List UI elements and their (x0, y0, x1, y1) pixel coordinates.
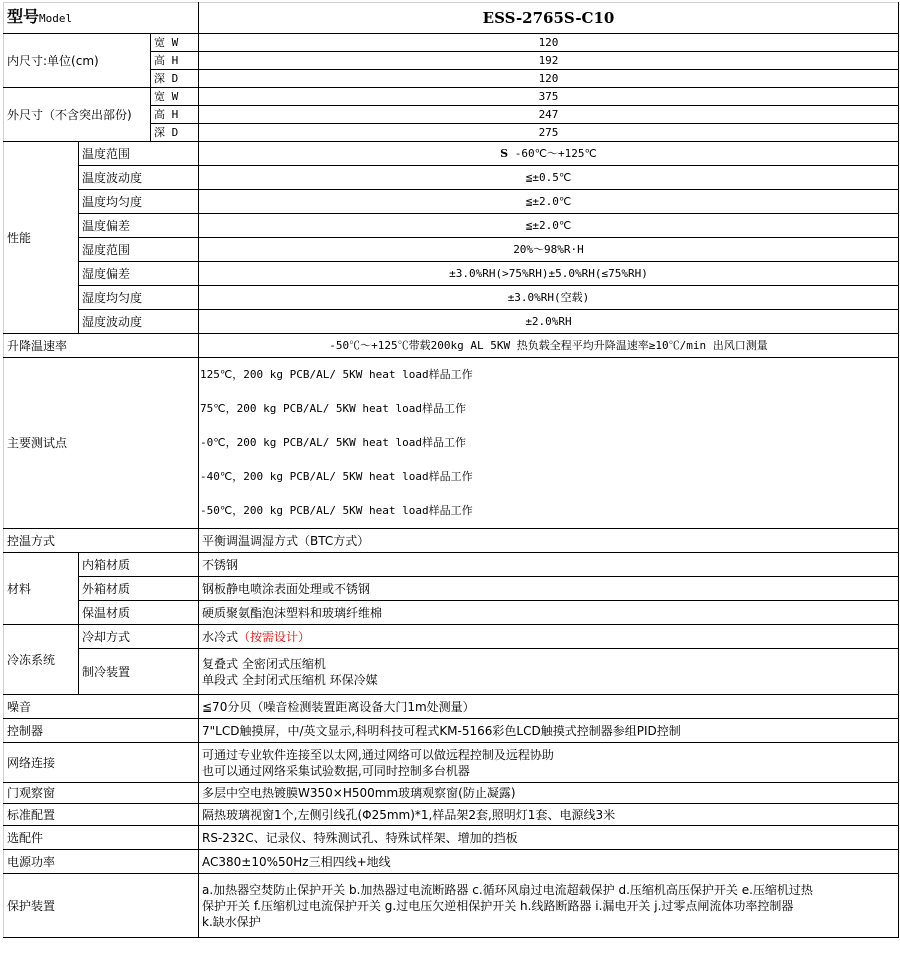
test-point-item: -0℃，200 kg PCB/AL/ 5KW heat load样品工作 (200, 436, 467, 449)
performance-row (4, 190, 899, 214)
protection-line: 保护开关 f.压缩机过电流保护开关 g.过电压欠逆相保护开关 h.线路断路器 i.漏电开关 j.过零点闸流体功率控制器 (202, 898, 794, 913)
controller-row (4, 719, 899, 743)
performance-row (4, 286, 899, 310)
perf-name: 温度均匀度 (79, 190, 199, 214)
perf-value (199, 142, 899, 166)
performance-row (4, 214, 899, 238)
noise-value: ≦70分贝（噪音检测装置距离设备大门1m处测量） (199, 695, 899, 719)
refrigeration-label: 冷冻系统 (4, 625, 79, 695)
temp-range-value: -60℃～+125℃ (508, 146, 597, 160)
inner-height-value: 192 (199, 52, 899, 70)
protection-label: 保护装置 (4, 874, 199, 938)
perf-name: 温度偏差 (79, 214, 199, 238)
outer-height-dim: 高 H (151, 106, 199, 124)
noise-row (4, 695, 899, 719)
outer-height-value: 247 (199, 106, 899, 124)
perf-value: ±3.0%RH(空载) (199, 286, 899, 310)
protection-row (4, 874, 899, 938)
performance-row (4, 310, 899, 334)
material-value: 钢板静电喷涂表面处理或不锈钢 (199, 577, 899, 601)
model-label-cell (4, 3, 199, 34)
power-label: 电源功率 (4, 850, 199, 874)
device-line: 复叠式 全密闭式压缩机 (202, 656, 326, 671)
control-method-label: 控温方式 (4, 529, 199, 553)
perf-name: 温度波动度 (79, 166, 199, 190)
header-row (4, 3, 899, 34)
perf-value: ≦±2.0℃ (199, 190, 899, 214)
power-value: AC380±10%50Hz三相四线+地线 (199, 850, 899, 874)
perf-value: ±3.0%RH(>75%RH)±5.0%RH(≤75%RH) (199, 262, 899, 286)
test-point-item: 75℃，200 kg PCB/AL/ 5KW heat load样品工作 (200, 402, 467, 415)
test-points-row (4, 358, 899, 529)
standard-config-value: 隔热玻璃视窗1个,左侧引线孔(Φ25mm)*1,样品架2套,照明灯1套、电源线3米 (199, 804, 899, 826)
spec-table (3, 2, 899, 938)
inner-depth-value: 120 (199, 70, 899, 88)
control-method-value: 平衡调温调湿方式（BTC方式） (199, 529, 899, 553)
material-name: 外箱材质 (79, 577, 199, 601)
performance-row (4, 262, 899, 286)
outer-depth-dim: 深 D (151, 124, 199, 142)
standard-config-row (4, 804, 899, 826)
material-row (4, 553, 899, 577)
series-prefix: S (500, 146, 509, 160)
control-method-row (4, 529, 899, 553)
protection-line: a.加热器空焚防止保护开关 b.加热器过电流断路器 c.循环风扇过电流超载保护 d.压缩机高压保护开关 e.压缩机过热 (202, 882, 813, 897)
model-label-en: Model (39, 12, 73, 25)
test-point-item: -40℃，200 kg PCB/AL/ 5KW heat load样品工作 (200, 470, 473, 483)
test-point-item: 125℃，200 kg PCB/AL/ 5KW heat load样品工作 (200, 368, 473, 381)
test-points-list (199, 358, 899, 529)
performance-row (4, 166, 899, 190)
perf-name: 湿度范围 (79, 238, 199, 262)
perf-value: ≦±0.5℃ (199, 166, 899, 190)
outer-size-label: 外尺寸（不含突出部份) (4, 88, 151, 142)
inner-height-dim: 高 H (151, 52, 199, 70)
outer-width-dim: 宽 W (151, 88, 199, 106)
performance-row (4, 238, 899, 262)
noise-label: 噪音 (4, 695, 199, 719)
protection-line: k.缺水保护 (202, 914, 261, 929)
perf-name: 湿度均匀度 (79, 286, 199, 310)
power-row (4, 850, 899, 874)
protection-value (199, 874, 899, 938)
performance-label: 性能 (4, 142, 79, 334)
test-point-item: -50℃，200 kg PCB/AL/ 5KW heat load样品工作 (200, 504, 473, 517)
perf-value: ≦±2.0℃ (199, 214, 899, 238)
window-value: 多层中空电热镀膜W350×H500mm玻璃观察窗(防止凝露) (199, 783, 899, 804)
material-name: 内箱材质 (79, 553, 199, 577)
window-row (4, 783, 899, 804)
perf-name: 湿度波动度 (79, 310, 199, 334)
outer-depth-value: 275 (199, 124, 899, 142)
outer-size-row (4, 88, 899, 106)
standard-config-label: 标准配置 (4, 804, 199, 826)
refrigeration-row (4, 649, 899, 695)
material-value: 硬质聚氨酯泡沫塑料和玻璃纤维棉 (199, 601, 899, 625)
performance-row (4, 142, 899, 166)
options-label: 选配件 (4, 826, 199, 850)
perf-value: ±2.0%RH (199, 310, 899, 334)
window-label: 门观察窗 (4, 783, 199, 804)
material-value: 不锈钢 (199, 553, 899, 577)
inner-width-value: 120 (199, 34, 899, 52)
inner-size-label: 内尺寸:单位(cm) (4, 34, 151, 88)
device-name: 制冷装置 (79, 649, 199, 695)
ramp-rate-row (4, 334, 899, 358)
model-value: ESS-2765S-C10 (199, 3, 899, 34)
cooling-value (199, 625, 899, 649)
network-line: 可通过专业软件连接至以太网,通过网络可以做远程控制及远程协助 (202, 747, 554, 762)
device-line: 单段式 全封闭式压缩机 环保冷媒 (202, 672, 378, 687)
refrigeration-row (4, 625, 899, 649)
model-label-cn: 型号 (7, 7, 40, 26)
perf-name: 湿度偏差 (79, 262, 199, 286)
test-points-label: 主要测试点 (4, 358, 199, 529)
cooling-name: 冷却方式 (79, 625, 199, 649)
inner-width-dim: 宽 W (151, 34, 199, 52)
inner-depth-dim: 深 D (151, 70, 199, 88)
ramp-rate-value: -50℃～+125℃带载200kg AL 5KW 热负载全程平均升降温速率≥10℃/min 出风口测量 (199, 334, 899, 358)
perf-name: 温度范围 (79, 142, 199, 166)
material-row (4, 577, 899, 601)
inner-size-row (4, 34, 899, 52)
controller-label: 控制器 (4, 719, 199, 743)
cooling-note: （按需设计） (238, 629, 311, 644)
device-value (199, 649, 899, 695)
material-row (4, 601, 899, 625)
network-line: 也可以通过网络采集试验数据,可同时控制多台机器 (202, 763, 470, 778)
outer-width-value: 375 (199, 88, 899, 106)
ramp-rate-label: 升降温速率 (4, 334, 199, 358)
network-row (4, 743, 899, 783)
options-row (4, 826, 899, 850)
material-label: 材料 (4, 553, 79, 625)
controller-value: 7"LCD触摸屏，中/英文显示,科明科技可程式KM-5166彩色LCD触摸式控制器参组PID控制 (199, 719, 899, 743)
network-value (199, 743, 899, 783)
perf-value: 20%～98%R·H (199, 238, 899, 262)
network-label: 网络连接 (4, 743, 199, 783)
material-name: 保温材质 (79, 601, 199, 625)
options-value: RS-232C、记录仪、特殊测试孔、特殊试样架、增加的挡板 (199, 826, 899, 850)
cooling-type: 水冷式 (202, 629, 239, 644)
